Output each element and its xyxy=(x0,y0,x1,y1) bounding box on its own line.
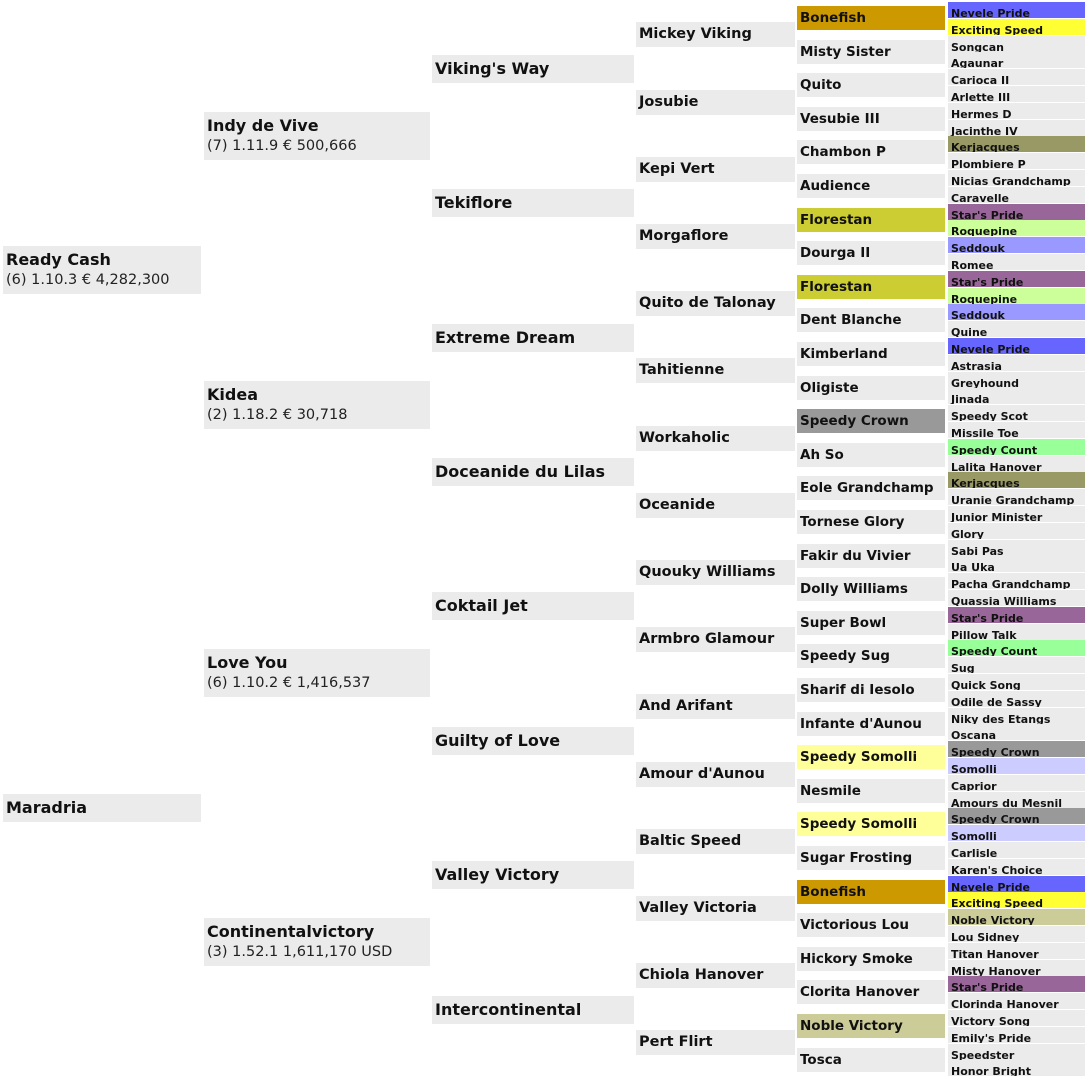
horse-name: Vesubie III xyxy=(800,111,880,127)
horse-name: Misty Hanover xyxy=(951,965,1041,976)
horse-g5-victorious-lou xyxy=(797,913,945,937)
horse-g4-baltic-speed xyxy=(636,829,795,854)
horse-name: Karen's Choice xyxy=(951,864,1043,875)
horse-g6-caprior xyxy=(948,775,1085,791)
horse-g4-workaholic xyxy=(636,426,795,451)
horse-g6-honor-bright xyxy=(948,1060,1085,1076)
horse-g3-doceanide-du-lilas xyxy=(432,458,634,486)
horse-g6-noble-victory xyxy=(948,909,1085,925)
horse-name: Exciting Speed xyxy=(951,897,1044,908)
horse-g6-speedy-count xyxy=(948,640,1085,656)
horse-name: Bonefish xyxy=(800,884,866,900)
horse-g3-guilty-of-love xyxy=(432,727,634,755)
horse-name: Speedy Sug xyxy=(800,648,890,664)
horse-g6-astrasia xyxy=(948,355,1085,371)
horse-name: Star's Pride xyxy=(951,612,1024,623)
horse-name: Kimberland xyxy=(800,346,888,362)
horse-name: Speedy Crown xyxy=(951,746,1040,757)
horse-g5-sharif-di-iesolo xyxy=(797,678,945,702)
horse-g5-kimberland xyxy=(797,342,945,366)
horse-g6-exciting-speed xyxy=(948,892,1085,908)
horse-g6-romee xyxy=(948,254,1085,270)
race-record: (6) 1.10.2 € 1,416,537 xyxy=(207,675,371,691)
horse-name: Eole Grandchamp xyxy=(800,480,934,496)
horse-g4-amour-d-aunou xyxy=(636,762,795,787)
horse-name: Star's Pride xyxy=(951,981,1024,992)
horse-g5-bonefish xyxy=(797,880,945,904)
horse-name: Kerjacques xyxy=(951,477,1020,488)
horse-g6-emily-s-pride xyxy=(948,1027,1085,1043)
horse-name: Oligiste xyxy=(800,380,859,396)
horse-name: Quassia Williams xyxy=(951,595,1057,606)
horse-name: Clorita Hanover xyxy=(800,984,920,1000)
horse-name: Noble Victory xyxy=(951,914,1035,925)
horse-g6-sabi-pas xyxy=(948,540,1085,556)
horse-g5-sugar-frosting xyxy=(797,846,945,870)
horse-name: Sharif di Iesolo xyxy=(800,682,915,698)
horse-g5-super-bowl xyxy=(797,611,945,635)
horse-g6-pacha-grandchamp xyxy=(948,573,1085,589)
horse-name: Oscana xyxy=(951,729,997,740)
horse-g3-viking-s-way xyxy=(432,55,634,83)
horse-name: Somolli xyxy=(951,763,997,774)
horse-name: Clorinda Hanover xyxy=(951,998,1059,1009)
horse-g4-josubie xyxy=(636,90,795,115)
horse-name: Josubie xyxy=(639,94,699,110)
horse-name: Baltic Speed xyxy=(639,833,742,849)
horse-name: Nevele Pride xyxy=(951,7,1030,18)
horse-g4-morgaflore xyxy=(636,224,795,249)
horse-g6-karen-s-choice xyxy=(948,859,1085,875)
horse-name: Victorious Lou xyxy=(800,917,909,933)
horse-name: Tornese Glory xyxy=(800,514,905,530)
horse-name: Nesmile xyxy=(800,783,861,799)
horse-name: Nicias Grandchamp xyxy=(951,175,1071,186)
horse-name: Caravelle xyxy=(951,192,1009,203)
horse-g5-dourga-ii xyxy=(797,241,945,265)
horse-g6-nevele-pride xyxy=(948,876,1085,892)
horse-g6-speedy-scot xyxy=(948,405,1085,421)
horse-g5-bonefish xyxy=(797,6,945,30)
horse-g5-dolly-williams xyxy=(797,577,945,601)
horse-g3-tekiflore xyxy=(432,189,634,217)
horse-g6-star-s-pride xyxy=(948,976,1085,992)
horse-name: Lou Sidney xyxy=(951,931,1020,942)
horse-name: Quouky Williams xyxy=(639,564,776,580)
horse-name: Exciting Speed xyxy=(951,24,1044,35)
horse-g5-nesmile xyxy=(797,779,945,803)
horse-g5-eole-grandchamp xyxy=(797,476,945,500)
horse-g5-hickory-smoke xyxy=(797,947,945,971)
horse-g6-nevele-pride xyxy=(948,338,1085,354)
horse-g6-carlisle xyxy=(948,842,1085,858)
horse-g4-quouky-williams xyxy=(636,560,795,585)
horse-name: Pillow Talk xyxy=(951,629,1017,640)
horse-g5-dent-blanche xyxy=(797,308,945,332)
horse-g6-agaunar xyxy=(948,52,1085,68)
horse-name: Roquepine xyxy=(951,293,1018,304)
horse-name: Coktail Jet xyxy=(435,596,528,615)
horse-g5-noble-victory xyxy=(797,1014,945,1038)
horse-g6-kerjacques xyxy=(948,472,1085,488)
horse-name: Extreme Dream xyxy=(435,328,576,347)
horse-g2-kidea xyxy=(204,381,430,429)
horse-name: Sug xyxy=(951,662,975,673)
horse-g6-clorinda-hanover xyxy=(948,993,1085,1009)
horse-name: Nevele Pride xyxy=(951,343,1030,354)
horse-g6-speedy-crown xyxy=(948,741,1085,757)
horse-name: Love You xyxy=(207,653,288,672)
horse-name: Speedy Count xyxy=(951,645,1038,656)
horse-g4-chiola-hanover xyxy=(636,963,795,988)
horse-name: Intercontinental xyxy=(435,1000,582,1019)
horse-name: Seddouk xyxy=(951,309,1005,320)
horse-name: Jacinthe IV xyxy=(951,125,1018,136)
horse-name: Ah So xyxy=(800,447,844,463)
horse-name: Quito de Talonay xyxy=(639,295,776,311)
horse-name: Quine xyxy=(951,326,988,337)
horse-g1-maradria xyxy=(3,794,201,822)
horse-name: Dent Blanche xyxy=(800,312,902,328)
horse-name: Lalita Hanover xyxy=(951,461,1042,472)
horse-name: Carioca II xyxy=(951,74,1010,85)
horse-g6-speedster xyxy=(948,1044,1085,1060)
race-record: (3) 1.52.1 1,611,170 USD xyxy=(207,944,393,960)
horse-name: Maradria xyxy=(6,798,88,817)
horse-g6-greyhound xyxy=(948,372,1085,388)
horse-name: And Arifant xyxy=(639,698,733,714)
horse-g5-fakir-du-vivier xyxy=(797,544,945,568)
horse-g5-tosca xyxy=(797,1048,945,1072)
horse-name: Speedster xyxy=(951,1049,1015,1060)
horse-name: Carlisle xyxy=(951,847,998,858)
horse-g6-quassia-williams xyxy=(948,590,1085,606)
horse-g6-oscana xyxy=(948,724,1085,740)
horse-g3-valley-victory xyxy=(432,861,634,889)
horse-g6-exciting-speed xyxy=(948,19,1085,35)
horse-name: Doceanide du Lilas xyxy=(435,462,606,481)
horse-name: Bonefish xyxy=(800,10,866,26)
horse-g5-audience xyxy=(797,174,945,198)
horse-name: Fakir du Vivier xyxy=(800,548,911,564)
horse-g5-oligiste xyxy=(797,376,945,400)
horse-g6-jinada xyxy=(948,388,1085,404)
horse-g6-kerjacques xyxy=(948,136,1085,152)
horse-name: Hickory Smoke xyxy=(800,951,913,967)
horse-name: Tahitienne xyxy=(639,362,725,378)
horse-name: Ready Cash xyxy=(6,250,111,269)
horse-g6-star-s-pride xyxy=(948,607,1085,623)
horse-g2-indy-de-vive xyxy=(204,112,430,160)
horse-name: Star's Pride xyxy=(951,276,1024,287)
horse-g6-seddouk xyxy=(948,304,1085,320)
horse-g6-uranie-grandchamp xyxy=(948,489,1085,505)
horse-g4-oceanide xyxy=(636,493,795,518)
horse-g6-speedy-crown xyxy=(948,808,1085,824)
horse-name: Speedy Count xyxy=(951,444,1038,455)
horse-name: Odile de Sassy xyxy=(951,696,1042,707)
horse-g5-speedy-somolli xyxy=(797,745,945,769)
horse-g6-pillow-talk xyxy=(948,624,1085,640)
horse-g4-armbro-glamour xyxy=(636,627,795,652)
horse-g5-speedy-somolli xyxy=(797,812,945,836)
horse-name: Somolli xyxy=(951,830,997,841)
horse-name: Tekiflore xyxy=(435,193,513,212)
horse-g6-somolli xyxy=(948,825,1085,841)
horse-name: Quito xyxy=(800,77,842,93)
horse-name: Florestan xyxy=(800,279,873,295)
horse-name: Emily's Pride xyxy=(951,1032,1032,1043)
horse-g5-florestan xyxy=(797,275,945,299)
horse-g6-songcan xyxy=(948,36,1085,52)
horse-name: Morgaflore xyxy=(639,228,729,244)
horse-g5-vesubie-iii xyxy=(797,107,945,131)
horse-g6-missile-toe xyxy=(948,422,1085,438)
horse-name: Niky des Etangs xyxy=(951,713,1051,724)
horse-name: Valley Victoria xyxy=(639,900,757,916)
horse-name: Honor Bright xyxy=(951,1065,1031,1076)
horse-g5-infante-d-aunou xyxy=(797,712,945,736)
horse-g4-quito-de-talonay xyxy=(636,291,795,316)
horse-name: Uranie Grandchamp xyxy=(951,494,1075,505)
horse-g6-carioca-ii xyxy=(948,69,1085,85)
horse-g5-florestan xyxy=(797,208,945,232)
horse-g6-speedy-count xyxy=(948,439,1085,455)
horse-name: Amour d'Aunou xyxy=(639,766,765,782)
race-record: (7) 1.11.9 € 500,666 xyxy=(207,138,357,154)
horse-g6-misty-hanover xyxy=(948,960,1085,976)
horse-g1-ready-cash xyxy=(3,246,201,294)
horse-name: Nevele Pride xyxy=(951,881,1030,892)
horse-g6-amours-du-mesnil xyxy=(948,792,1085,808)
horse-g5-clorita-hanover xyxy=(797,980,945,1004)
horse-name: Misty Sister xyxy=(800,44,891,60)
horse-name: Dolly Williams xyxy=(800,581,908,597)
horse-g6-star-s-pride xyxy=(948,204,1085,220)
horse-g5-chambon-p xyxy=(797,140,945,164)
horse-name: Caprior xyxy=(951,780,997,791)
horse-name: Pacha Grandchamp xyxy=(951,578,1071,589)
horse-name: Speedy Crown xyxy=(800,413,909,429)
horse-name: Chiola Hanover xyxy=(639,967,764,983)
horse-name: Workaholic xyxy=(639,430,730,446)
horse-name: Mickey Viking xyxy=(639,26,752,42)
horse-name: Speedy Somolli xyxy=(800,749,918,765)
horse-g6-lalita-hanover xyxy=(948,456,1085,472)
horse-g5-ah-so xyxy=(797,443,945,467)
horse-name: Speedy Crown xyxy=(951,813,1040,824)
horse-g6-plombiere-p xyxy=(948,153,1085,169)
horse-g2-continentalvictory xyxy=(204,918,430,966)
horse-name: Oceanide xyxy=(639,497,716,513)
horse-name: Chambon P xyxy=(800,144,886,160)
horse-name: Titan Hanover xyxy=(951,948,1039,959)
horse-g4-kepi-vert xyxy=(636,157,795,182)
horse-name: Valley Victory xyxy=(435,865,560,884)
horse-g6-niky-des-etangs xyxy=(948,708,1085,724)
horse-name: Dourga II xyxy=(800,245,871,261)
horse-g6-odile-de-sassy xyxy=(948,691,1085,707)
horse-g6-sug xyxy=(948,657,1085,673)
horse-g4-and-arifant xyxy=(636,694,795,719)
horse-g5-misty-sister xyxy=(797,40,945,64)
horse-name: Star's Pride xyxy=(951,209,1024,220)
horse-name: Hermes D xyxy=(951,108,1012,119)
horse-g6-jacinthe-iv xyxy=(948,120,1085,136)
horse-g6-glory xyxy=(948,523,1085,539)
horse-name: Glory xyxy=(951,528,984,539)
horse-g6-somolli xyxy=(948,758,1085,774)
horse-name: Pert Flirt xyxy=(639,1034,713,1050)
horse-g6-victory-song xyxy=(948,1010,1085,1026)
horse-name: Roquepine xyxy=(951,225,1018,236)
horse-name: Super Bowl xyxy=(800,615,887,631)
horse-name: Armbro Glamour xyxy=(639,631,775,647)
horse-g2-love-you xyxy=(204,649,430,697)
horse-g4-mickey-viking xyxy=(636,22,795,47)
horse-g3-coktail-jet xyxy=(432,592,634,620)
horse-name: Romee xyxy=(951,259,994,270)
horse-name: Viking's Way xyxy=(435,59,550,78)
horse-g6-seddouk xyxy=(948,237,1085,253)
horse-name: Continentalvictory xyxy=(207,922,375,941)
horse-name: Greyhound xyxy=(951,377,1020,388)
horse-name: Missile Toe xyxy=(951,427,1019,438)
horse-g6-lou-sidney xyxy=(948,926,1085,942)
horse-name: Arlette III xyxy=(951,91,1011,102)
horse-name: Quick Song xyxy=(951,679,1021,690)
horse-g6-caravelle xyxy=(948,187,1085,203)
race-record: (2) 1.18.2 € 30,718 xyxy=(207,407,348,423)
race-record: (6) 1.10.3 € 4,282,300 xyxy=(6,272,170,288)
horse-name: Kepi Vert xyxy=(639,161,715,177)
horse-name: Junior Minister xyxy=(951,511,1043,522)
horse-g5-speedy-sug xyxy=(797,644,945,668)
horse-name: Kidea xyxy=(207,385,258,404)
horse-g3-extreme-dream xyxy=(432,324,634,352)
horse-g5-quito xyxy=(797,73,945,97)
horse-name: Kerjacques xyxy=(951,141,1020,152)
horse-g6-roquepine xyxy=(948,288,1085,304)
horse-name: Sabi Pas xyxy=(951,545,1004,556)
horse-name: Tosca xyxy=(800,1052,842,1068)
horse-g5-speedy-crown xyxy=(797,409,945,433)
horse-name: Infante d'Aunou xyxy=(800,716,922,732)
horse-g6-hermes-d xyxy=(948,103,1085,119)
horse-g6-arlette-iii xyxy=(948,86,1085,102)
horse-g6-roquepine xyxy=(948,220,1085,236)
horse-g6-star-s-pride xyxy=(948,271,1085,287)
horse-name: Plombiere P xyxy=(951,158,1026,169)
horse-name: Songcan xyxy=(951,41,1004,52)
horse-name: Indy de Vive xyxy=(207,116,319,135)
horse-name: Ua Uka xyxy=(951,561,995,572)
horse-name: Audience xyxy=(800,178,871,194)
horse-name: Victory Song xyxy=(951,1015,1031,1026)
horse-g4-tahitienne xyxy=(636,358,795,383)
horse-g6-nevele-pride xyxy=(948,2,1085,18)
horse-name: Speedy Scot xyxy=(951,410,1028,421)
horse-name: Speedy Somolli xyxy=(800,816,918,832)
horse-name: Sugar Frosting xyxy=(800,850,913,866)
horse-name: Amours du Mesnil xyxy=(951,797,1063,808)
horse-g3-intercontinental xyxy=(432,996,634,1024)
horse-name: Seddouk xyxy=(951,242,1005,253)
horse-name: Jinada xyxy=(951,393,990,404)
horse-name: Guilty of Love xyxy=(435,731,561,750)
horse-name: Florestan xyxy=(800,212,873,228)
horse-g6-titan-hanover xyxy=(948,943,1085,959)
horse-name: Noble Victory xyxy=(800,1018,903,1034)
horse-g6-quine xyxy=(948,321,1085,337)
horse-g6-ua-uka xyxy=(948,556,1085,572)
horse-name: Agaunar xyxy=(951,57,1004,68)
horse-g6-junior-minister xyxy=(948,506,1085,522)
horse-g4-pert-flirt xyxy=(636,1030,795,1055)
horse-g6-nicias-grandchamp xyxy=(948,170,1085,186)
horse-g6-quick-song xyxy=(948,674,1085,690)
horse-g4-valley-victoria xyxy=(636,896,795,921)
horse-name: Astrasia xyxy=(951,360,1002,371)
horse-g5-tornese-glory xyxy=(797,510,945,534)
